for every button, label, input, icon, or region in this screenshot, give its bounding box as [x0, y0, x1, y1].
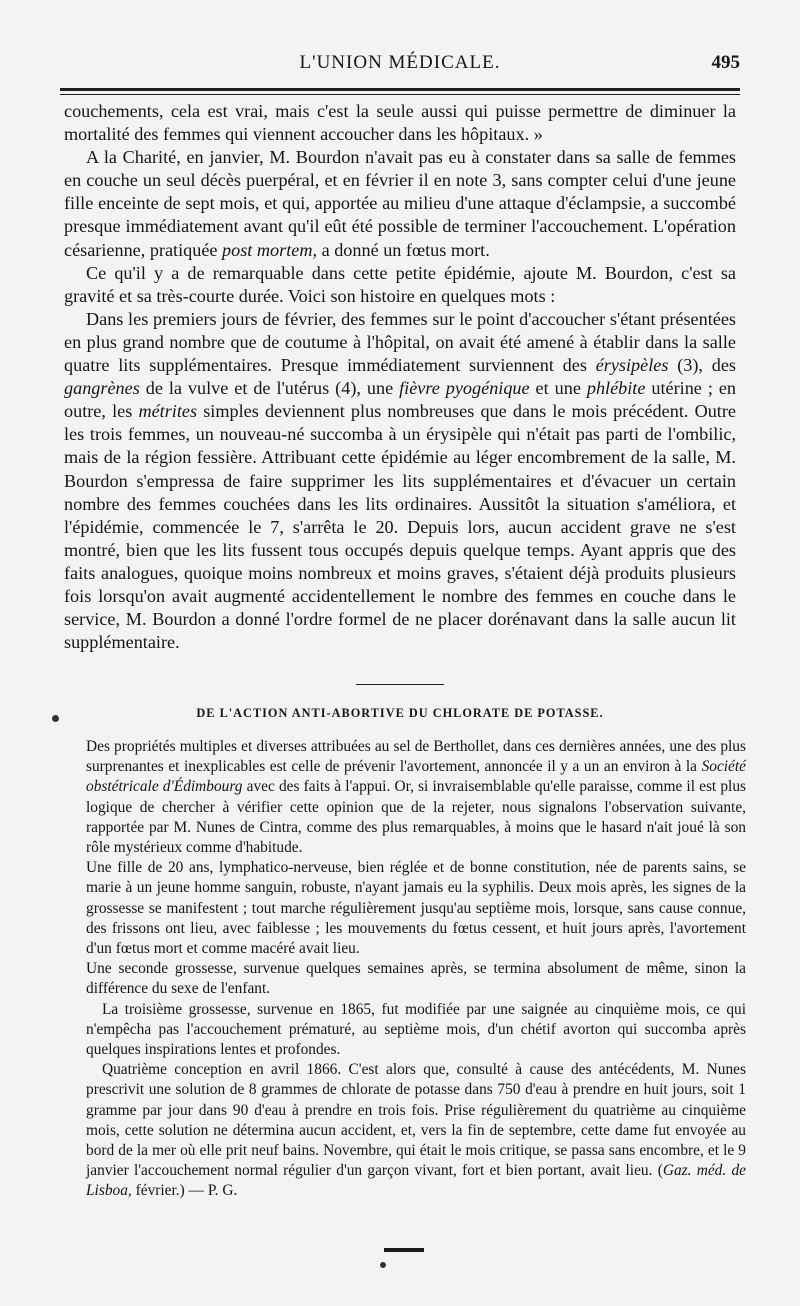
section-heading: DE L'ACTION ANTI-ABORTIVE DU CHLORATE DE POTASSE. [196, 706, 604, 720]
paragraph [64, 146, 736, 261]
end-of-article-rule [384, 1248, 424, 1252]
italic-run: gangrènes [64, 378, 140, 399]
text-run: Une fille de 20 ans, lymphatico-nerveuse, bien réglée et de bonne constitution, née de parents sains, se marie à un jeune homme sanguin, robuste, n'ayant jamais eu la syphilis. Deux mois après, les signes de la grossesse se manifestent ; tout marche régulièrement jusqu'au septième mois, lorsque, sans cause connue, des frissons ont lieu, avec faiblesse ; les mouvements du fœtus cessent, et huit jours après, l'avortement d'un fœtus mort et comme macéré avait lieu. [86, 859, 746, 958]
text-run: avec des faits à l'appui. Or, si invraisemblable qu'elle paraisse, comme il est plus logique de chercher à vérifier cette opinion que de la rejeter, nous signalons l'observation suivante, rapportée par M. Nunes de Cintra, comme des plus remarquables, à moins que le hasard n'ait joué là son rôle mystérieux comme d'habitude. [86, 778, 747, 857]
paragraph [86, 1060, 746, 1201]
paragraph [64, 262, 736, 308]
bottom-dot [380, 1262, 386, 1268]
text-run: Ce qu'il y a de remarquable dans cette petite épidémie, ajoute M. Bourdon, c'est sa gravité et sa très-courte durée. Voici son histoire en quelques mots : [64, 262, 736, 306]
paragraph [86, 1000, 746, 1061]
italic-run: érysipèles [595, 355, 669, 376]
text-run: simples deviennent plus nombreuses que dans le mois précédent. Outre les trois femmes, un nouveau-né succomba à un érysipèle qui n'était pas parti de l'ombilic, mais de la région fessière. Attribuant cette épidémie au léger encombrement de la salle, M. Bourdon s'empressa de faire supprimer les lits supplémentaires et d'évacuer un certain nombre des femmes couchées dans les lits ordinaires. Aussitôt la situation s'améliora, et l'épidémie, commencée le 7, s'arrêta le 20. Depuis lors, aucun accident grave ne s'est montré, bien que les lits fussent tous occupés depuis quelque temps. Ayant appris que des faits analogues, quoique moins nombreux et moins graves, s'étaient déjà produits plusieurs fois lorsqu'on avait augmenté accidentellement le nombre des femmes en couche dans le service, M. Bourdon a donné l'ordre formel de ne placer dorénavant dans la salle aucun lit supplémentaire. [64, 401, 736, 653]
running-head [60, 52, 740, 78]
margin-dot [52, 715, 59, 722]
italic-run: Société obstétricale d'Édimbourg [86, 758, 746, 796]
text-run: a donné un fœtus mort. [317, 239, 490, 260]
header-double-rule [60, 88, 740, 91]
page-number: 495 [711, 52, 740, 73]
paragraph [64, 100, 736, 146]
section-separator-rule [356, 684, 444, 685]
italic-run: fièvre pyogénique [399, 378, 530, 399]
text-run: Quatrième conception en avril 1866. C'est alors que, consulté à cause des antécédents, M. Nunes prescrivit une solution de 8 grammes de chlorate de potasse dans 750 d'eau à prendre en huit jours, soit 1 gramme par jour dans 90 d'eau à prendre en trois fois. Prise régulièrement du quatrième au cinquième mois, cette solution ne détermina aucun accident, et, vers la fin de septembre, cette dame fut envoyée au bord de la mer où elle prit neuf bains. Novembre, qui était le mois critique, se passa sans encombre, et le 9 janvier l'accouchement normal régulier d'un garçon vivant, fort et bien portant, avait lieu. ( [86, 1061, 746, 1180]
journal-title: L'UNION MÉDICALE. [299, 52, 501, 73]
text-run: La troisième grossesse, survenue en 1865, fut modifiée par une saignée au cinquième mois, ce qui n'empêcha pas l'accouchement prématuré, au septième mois, d'un chétif avorton qui succomba après quelques inspirations lentes et profondes. [86, 1000, 746, 1059]
text-run: utérine ; en outre, les [64, 378, 736, 422]
paragraph [86, 959, 746, 999]
chlorate-article [86, 737, 746, 1202]
text-run: Une seconde grossesse, survenue quelques semaines après, se termina absolument de même, sinon la différence du sexe de l'enfant. [86, 960, 746, 998]
text-run: (3), des [668, 355, 736, 376]
paragraph [64, 308, 736, 654]
italic-run: Gaz. méd. de Lisboa, [86, 1162, 746, 1200]
text-run: couchements, cela est vrai, mais c'est la seule aussi qui puisse permettre de diminuer la mortalité des femmes qui viennent accoucher dans les hôpitaux. » [64, 101, 736, 145]
italic-run: métrites [138, 401, 198, 422]
text-run: Dans les premiers jours de février, des femmes sur le point d'accoucher s'étant présentées en plus grand nombre que de coutume à l'hôpital, on avait été amené à établir dans la salle quatre lits supplémentaires. Presque immédiatement surviennent des [64, 308, 736, 376]
text-run: Des propriétés multiples et diverses attribuées au sel de Berthollet, dans ces dernières années, une des plus surprenantes et inexplicables est celle de prévenir l'avortement, annoncée il y a un an environ à la [86, 738, 746, 776]
paragraph [86, 858, 746, 959]
article-continuation [64, 100, 736, 654]
italic-run: post mortem, [222, 239, 318, 260]
italic-run: phlébite [586, 378, 646, 399]
paragraph [86, 737, 746, 858]
text-run: et une [529, 378, 587, 399]
text-run: février.) — P. G. [131, 1182, 238, 1200]
text-run: de la vulve et de l'utérus (4), une [139, 378, 400, 399]
text-run: A la Charité, en janvier, M. Bourdon n'avait pas eu à constater dans sa salle de femmes en couche un seul décès puerpéral, et en février il en note 3, sans compter celui d'une jeune fille enceinte de sept mois, et qui, apportée au milieu d'une attaque d'éclampsie, a succombé presque immédiatement avant qu'il eût été possible de terminer l'accouchement. L'opération césarienne, pratiquée [64, 147, 736, 260]
